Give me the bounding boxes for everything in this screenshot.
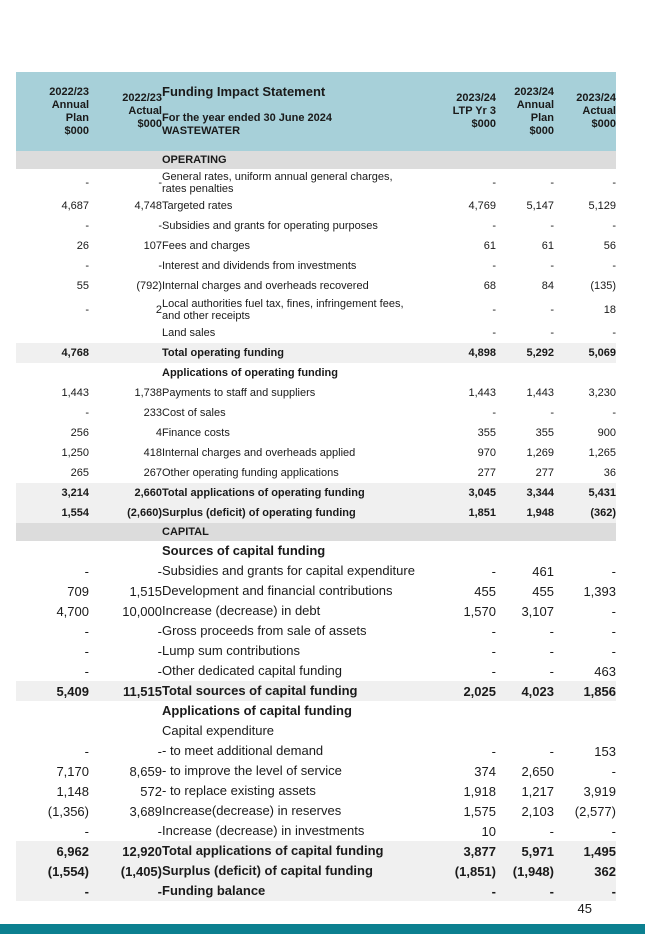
- value-2023-24-actual: 153: [594, 743, 616, 759]
- value-2022-23-annual-plan: 4,768: [16, 343, 89, 363]
- value-2022-23-annual-plan: -: [84, 623, 89, 639]
- table-row: [16, 561, 616, 581]
- value-2022-23-annual-plan: 1,250: [61, 447, 89, 459]
- value-2023-24-annual-plan: -: [550, 176, 554, 189]
- value-2023-24-annual-plan: 1,269: [526, 447, 554, 459]
- value-2023-24-annual-plan: 455: [532, 583, 554, 599]
- value-2023-24-annual-plan: -: [549, 743, 554, 759]
- value-2023-24-actual: -: [611, 563, 616, 579]
- table-row: [16, 276, 616, 296]
- value-2022-23-actual: [89, 323, 162, 343]
- statement-title-cell: [162, 72, 434, 151]
- value-2023-24-actual: 5,129: [588, 200, 616, 212]
- value-2023-24-actual: 18: [603, 303, 616, 316]
- value-2023-24-annual-plan: -: [549, 643, 554, 659]
- value-2023-24-actual: -: [612, 260, 616, 272]
- subheading-sources-capital: [16, 541, 616, 561]
- value-2023-24-annual-plan: -: [550, 303, 554, 316]
- value-2023-24-actual: 900: [597, 427, 616, 439]
- total-row: [16, 841, 616, 861]
- value-2023-24-annual-plan: -: [549, 823, 554, 839]
- value-2022-23-annual-plan: -: [84, 643, 89, 659]
- value-2022-23-annual-plan: 1,148: [56, 783, 89, 799]
- value-2023-24-ltp: -: [491, 663, 496, 679]
- value-2023-24-ltp: 3,045: [434, 483, 496, 503]
- value-2023-24-annual-plan: 1,443: [526, 387, 554, 399]
- value-2023-24-ltp: -: [491, 563, 496, 579]
- subheading-applications-capital: [16, 701, 616, 721]
- empty-cell: [434, 151, 496, 169]
- empty-cell: [496, 541, 554, 561]
- value-2022-23-actual: 418: [143, 447, 162, 459]
- value-2023-24-actual: 5,069: [554, 343, 616, 363]
- table-row: [16, 216, 616, 236]
- value-2023-24-annual-plan: 84: [541, 280, 554, 292]
- section-label: OPERATING: [162, 151, 434, 169]
- value-2023-24-actual: -: [611, 603, 616, 619]
- empty-cell: [554, 721, 616, 741]
- value-2023-24-actual: 36: [603, 467, 616, 479]
- table-row: [16, 443, 616, 463]
- value-2022-23-actual: (2,660): [89, 503, 162, 523]
- value-2023-24-annual-plan: 2,103: [521, 803, 554, 819]
- value-2023-24-ltp: 1,918: [463, 783, 496, 799]
- value-2022-23-annual-plan: 26: [76, 240, 89, 252]
- value-2023-24-annual-plan: -: [550, 260, 554, 272]
- value-2022-23-annual-plan: 55: [76, 280, 89, 292]
- section-label: Applications of capital funding: [162, 703, 352, 718]
- value-2023-24-annual-plan: (1,948): [496, 861, 554, 881]
- value-2022-23-annual-plan: 256: [70, 427, 89, 439]
- empty-cell: [16, 523, 89, 541]
- row-label: Lump sum contributions: [162, 643, 301, 658]
- value-2023-24-ltp: -: [491, 743, 496, 759]
- value-2023-24-actual: 1,495: [554, 841, 616, 861]
- value-2023-24-ltp: -: [492, 303, 496, 316]
- surplus-row: [16, 861, 616, 881]
- value-2023-24-ltp: -: [492, 260, 496, 272]
- row-label: [162, 296, 434, 323]
- value-2023-24-ltp: 1,575: [463, 803, 496, 819]
- table-row: [16, 423, 616, 443]
- value-2022-23-annual-plan: -: [85, 176, 89, 189]
- row-label: [162, 169, 434, 196]
- value-2022-23-actual: -: [89, 881, 162, 901]
- value-2022-23-actual: 8,659: [129, 763, 162, 779]
- col-header-2022-23-actual: 2022/23 Actual $000: [89, 72, 162, 151]
- value-2023-24-ltp: 1,851: [434, 503, 496, 523]
- value-2022-23-actual: 1,738: [134, 387, 162, 399]
- value-2022-23-actual: -: [158, 220, 162, 232]
- value-2022-23-actual: 12,920: [89, 841, 162, 861]
- value-2022-23-annual-plan: -: [84, 743, 89, 759]
- table-row: [16, 781, 616, 801]
- value-2022-23-annual-plan: -: [85, 407, 89, 419]
- value-2022-23-annual-plan: 7,170: [56, 763, 89, 779]
- value-2023-24-actual: -: [554, 881, 616, 901]
- value-2022-23-annual-plan: 3,214: [16, 483, 89, 503]
- row-label: Total applications of operating funding: [162, 483, 434, 503]
- value-2023-24-ltp: (1,851): [434, 861, 496, 881]
- value-2022-23-annual-plan: 6,962: [16, 841, 89, 861]
- table-row: [16, 236, 616, 256]
- row-label: Surplus (deficit) of operating funding: [162, 503, 434, 523]
- row-label: Total operating funding: [162, 343, 434, 363]
- row-label: Other dedicated capital funding: [162, 663, 342, 678]
- value-2022-23-annual-plan: 265: [70, 467, 89, 479]
- table-row: [16, 463, 616, 483]
- value-2023-24-ltp: 68: [483, 280, 496, 292]
- value-2022-23-actual: -: [158, 176, 162, 189]
- col-header-2023-24-annual-plan: 2023/24 Annual Plan $000: [496, 72, 554, 151]
- empty-cell: [434, 541, 496, 561]
- table-row: [16, 581, 616, 601]
- row-label: Internal charges and overheads applied: [162, 447, 356, 459]
- row-label-line-1: General rates, uniform annual general charges,: [162, 170, 393, 183]
- statement-title: Funding Impact Statement: [162, 84, 326, 99]
- value-2022-23-actual: -: [158, 260, 162, 272]
- surplus-row: [16, 503, 616, 523]
- value-2023-24-actual: -: [612, 176, 616, 189]
- empty-cell: [16, 701, 89, 721]
- value-2023-24-ltp: -: [492, 407, 496, 419]
- value-2023-24-actual: -: [611, 763, 616, 779]
- value-2022-23-annual-plan: [16, 323, 89, 343]
- balance-row: [16, 881, 616, 901]
- table-row: [16, 323, 616, 343]
- value-2022-23-actual: 10,000: [122, 603, 162, 619]
- row-label: Surplus (deficit) of capital funding: [162, 861, 434, 881]
- value-2022-23-actual: 1,515: [129, 583, 162, 599]
- table-row: [16, 821, 616, 841]
- table-row: [16, 256, 616, 276]
- row-label: Gross proceeds from sale of assets: [162, 623, 367, 638]
- value-2023-24-actual: 3,230: [588, 387, 616, 399]
- value-2023-24-ltp: 970: [477, 447, 496, 459]
- section-label: CAPITAL: [162, 523, 434, 541]
- value-2022-23-actual: (1,405): [89, 861, 162, 881]
- value-2023-24-ltp: 1,570: [463, 603, 496, 619]
- empty-cell: [434, 523, 496, 541]
- value-2023-24-ltp: -: [491, 623, 496, 639]
- table-row: [16, 761, 616, 781]
- row-label: Development and financial contributions: [162, 583, 393, 598]
- row-label: Other operating funding applications: [162, 467, 339, 479]
- value-2023-24-actual: -: [612, 327, 616, 339]
- row-label: Targeted rates: [162, 200, 233, 212]
- value-2022-23-annual-plan: 4,700: [56, 603, 89, 619]
- table-row: [16, 296, 616, 323]
- table-header-row: [16, 72, 616, 151]
- total-row: [16, 483, 616, 503]
- value-2023-24-annual-plan: 3,107: [521, 603, 554, 619]
- table-row: [16, 641, 616, 661]
- value-2023-24-actual: (135): [590, 280, 616, 292]
- value-2023-24-actual: 362: [554, 861, 616, 881]
- empty-cell: [16, 721, 89, 741]
- value-2023-24-actual: 1,265: [588, 447, 616, 459]
- value-2023-24-actual: -: [612, 220, 616, 232]
- value-2023-24-ltp: 10: [481, 823, 496, 839]
- empty-cell: [89, 151, 162, 169]
- value-2023-24-annual-plan: 5,292: [496, 343, 554, 363]
- value-2023-24-ltp: 3,877: [434, 841, 496, 861]
- value-2022-23-annual-plan: -: [85, 303, 89, 316]
- value-2023-24-annual-plan: 1,948: [496, 503, 554, 523]
- value-2023-24-actual: 5,431: [554, 483, 616, 503]
- value-2023-24-annual-plan: 3,344: [496, 483, 554, 503]
- row-label: Increase(decrease) in reserves: [162, 803, 342, 818]
- value-2023-24-ltp: -: [492, 176, 496, 189]
- empty-cell: [496, 523, 554, 541]
- value-2023-24-annual-plan: -: [496, 881, 554, 901]
- page-number: 45: [577, 901, 592, 916]
- value-2023-24-annual-plan: -: [549, 623, 554, 639]
- value-2022-23-annual-plan: 709: [67, 583, 89, 599]
- capital-section: [16, 523, 616, 901]
- empty-cell: [89, 523, 162, 541]
- value-2022-23-annual-plan: -: [85, 220, 89, 232]
- value-2023-24-annual-plan: 277: [535, 467, 554, 479]
- row-label: Increase (decrease) in debt: [162, 603, 321, 618]
- empty-cell: [554, 151, 616, 169]
- footer-bar: [0, 924, 645, 934]
- value-2022-23-annual-plan: -: [84, 663, 89, 679]
- value-2023-24-annual-plan: 2,650: [521, 763, 554, 779]
- value-2023-24-annual-plan: -: [550, 327, 554, 339]
- value-2023-24-ltp: 2,025: [434, 681, 496, 701]
- value-2022-23-actual: 267: [143, 467, 162, 479]
- empty-cell: [496, 701, 554, 721]
- row-label: Fees and charges: [162, 240, 251, 252]
- value-2022-23-actual: 572: [140, 783, 162, 799]
- empty-cell: [16, 151, 89, 169]
- value-2022-23-annual-plan: -: [84, 563, 89, 579]
- empty-cell: [496, 721, 554, 741]
- section-label: Sources of capital funding: [162, 543, 326, 558]
- row-label: Internal charges and overheads recovered: [162, 280, 369, 292]
- row-label: - to meet additional demand: [162, 743, 324, 758]
- value-2023-24-actual: -: [612, 407, 616, 419]
- value-2022-23-actual: 3,689: [129, 803, 162, 819]
- empty-cell: [496, 151, 554, 169]
- empty-cell: [89, 541, 162, 561]
- statement-subtitle: For the year ended 30 June 2024 WASTEWATER: [162, 112, 332, 137]
- empty-cell: [89, 721, 162, 741]
- row-label-line-1: Local authorities fuel tax, fines, infringement fees,: [162, 297, 404, 310]
- value-2023-24-annual-plan: 355: [535, 427, 554, 439]
- value-2023-24-annual-plan: -: [549, 663, 554, 679]
- funding-impact-statement-table: [16, 72, 616, 901]
- row-label-line-2: and other receipts: [162, 309, 251, 322]
- col-header-2022-23-annual-plan: 2022/23 Annual Plan $000: [16, 72, 89, 151]
- value-2023-24-ltp: -: [434, 881, 496, 901]
- value-2023-24-annual-plan: -: [550, 407, 554, 419]
- value-2023-24-annual-plan: -: [550, 220, 554, 232]
- empty-cell: [434, 721, 496, 741]
- value-2022-23-actual: -: [157, 623, 162, 639]
- empty-cell: [16, 363, 89, 383]
- value-2023-24-actual: -: [611, 623, 616, 639]
- total-row: [16, 681, 616, 701]
- section-label: Applications of operating funding: [162, 367, 338, 379]
- value-2023-24-annual-plan: 5,147: [526, 200, 554, 212]
- value-2022-23-actual: -: [157, 663, 162, 679]
- value-2023-24-ltp: 455: [474, 583, 496, 599]
- row-label: Finance costs: [162, 427, 230, 439]
- table-row: [16, 196, 616, 216]
- value-2022-23-annual-plan: -: [84, 823, 89, 839]
- value-2023-24-ltp: 1,443: [468, 387, 496, 399]
- value-2022-23-actual: 233: [143, 407, 162, 419]
- value-2022-23-actual: 107: [143, 240, 162, 252]
- empty-cell: [434, 701, 496, 721]
- subheading-applications-operating: [16, 363, 616, 383]
- row-label: Funding balance: [162, 881, 434, 901]
- empty-cell: [16, 541, 89, 561]
- col-header-2023-24-actual: 2023/24 Actual $000: [554, 72, 616, 151]
- value-2022-23-actual: -: [157, 563, 162, 579]
- value-2022-23-annual-plan: 4,687: [61, 200, 89, 212]
- operating-section: [16, 151, 616, 523]
- total-row: [16, 343, 616, 363]
- value-2023-24-actual: (2,577): [574, 803, 616, 819]
- value-2023-24-ltp: 374: [474, 763, 496, 779]
- section-heading-capital: [16, 523, 616, 541]
- value-2023-24-annual-plan: 4,023: [496, 681, 554, 701]
- value-2023-24-actual: 56: [603, 240, 616, 252]
- value-2022-23-actual: 4,748: [134, 200, 162, 212]
- row-label: Cost of sales: [162, 407, 226, 419]
- row-label: Increase (decrease) in investments: [162, 823, 365, 838]
- value-2023-24-ltp: -: [492, 327, 496, 339]
- value-2022-23-annual-plan: (1,554): [16, 861, 89, 881]
- value-2023-24-ltp: -: [491, 643, 496, 659]
- empty-cell: [554, 523, 616, 541]
- table-row: [16, 403, 616, 423]
- row-label: - to improve the level of service: [162, 763, 342, 778]
- table-row: [16, 801, 616, 821]
- value-2022-23-actual: 4: [155, 427, 162, 439]
- value-2023-24-actual: 3,919: [583, 783, 616, 799]
- row-label: Subsidies and grants for operating purposes: [162, 220, 378, 232]
- row-label-line-2: rates penalties: [162, 182, 234, 195]
- value-2022-23-annual-plan: 5,409: [16, 681, 89, 701]
- empty-cell: [434, 363, 496, 383]
- value-2023-24-annual-plan: 5,971: [496, 841, 554, 861]
- value-2022-23-actual: 11,515: [89, 681, 162, 701]
- table-row: [16, 383, 616, 403]
- empty-cell: [89, 701, 162, 721]
- value-2023-24-actual: 1,393: [583, 583, 616, 599]
- empty-cell: [554, 363, 616, 383]
- value-2022-23-annual-plan: (1,356): [47, 803, 89, 819]
- row-label: - to replace existing assets: [162, 783, 316, 798]
- empty-cell: [554, 541, 616, 561]
- value-2022-23-actual: [89, 343, 162, 363]
- value-2022-23-annual-plan: 1,443: [61, 387, 89, 399]
- capex-label-row: [16, 721, 616, 741]
- value-2022-23-actual: (792): [136, 280, 162, 292]
- value-2023-24-annual-plan: 61: [541, 240, 554, 252]
- row-label: Payments to staff and suppliers: [162, 387, 316, 399]
- value-2023-24-actual: (362): [554, 503, 616, 523]
- table-row: [16, 741, 616, 761]
- table-row: [16, 601, 616, 621]
- value-2023-24-ltp: 355: [477, 427, 496, 439]
- value-2023-24-actual: -: [611, 823, 616, 839]
- table-row: [16, 621, 616, 641]
- row-label: Subsidies and grants for capital expenditure: [162, 563, 415, 578]
- section-label: Capital expenditure: [162, 723, 275, 738]
- value-2023-24-actual: 1,856: [554, 681, 616, 701]
- value-2023-24-ltp: 277: [477, 467, 496, 479]
- value-2022-23-actual: -: [157, 643, 162, 659]
- empty-cell: [89, 363, 162, 383]
- table-row: [16, 661, 616, 681]
- value-2023-24-actual: -: [611, 643, 616, 659]
- value-2023-24-ltp: 4,769: [468, 200, 496, 212]
- value-2023-24-ltp: 4,898: [434, 343, 496, 363]
- value-2022-23-annual-plan: -: [85, 260, 89, 272]
- empty-cell: [554, 701, 616, 721]
- value-2022-23-actual: 2,660: [89, 483, 162, 503]
- row-label: Total applications of capital funding: [162, 841, 434, 861]
- col-header-2023-24-ltp: 2023/24 LTP Yr 3 $000: [434, 72, 496, 151]
- row-label: Total sources of capital funding: [162, 681, 434, 701]
- value-2022-23-actual: -: [157, 743, 162, 759]
- value-2022-23-annual-plan: -: [16, 881, 89, 901]
- row-label: Interest and dividends from investments: [162, 260, 357, 272]
- value-2022-23-annual-plan: 1,554: [16, 503, 89, 523]
- value-2023-24-annual-plan: 1,217: [521, 783, 554, 799]
- value-2023-24-annual-plan: 461: [532, 563, 554, 579]
- value-2023-24-actual: 463: [594, 663, 616, 679]
- section-heading-operating: [16, 151, 616, 169]
- value-2023-24-ltp: 61: [483, 240, 496, 252]
- value-2022-23-actual: -: [157, 823, 162, 839]
- row-label: Land sales: [162, 327, 216, 339]
- table-row: [16, 169, 616, 196]
- empty-cell: [496, 363, 554, 383]
- value-2023-24-ltp: -: [492, 220, 496, 232]
- value-2022-23-actual: 2: [155, 303, 162, 316]
